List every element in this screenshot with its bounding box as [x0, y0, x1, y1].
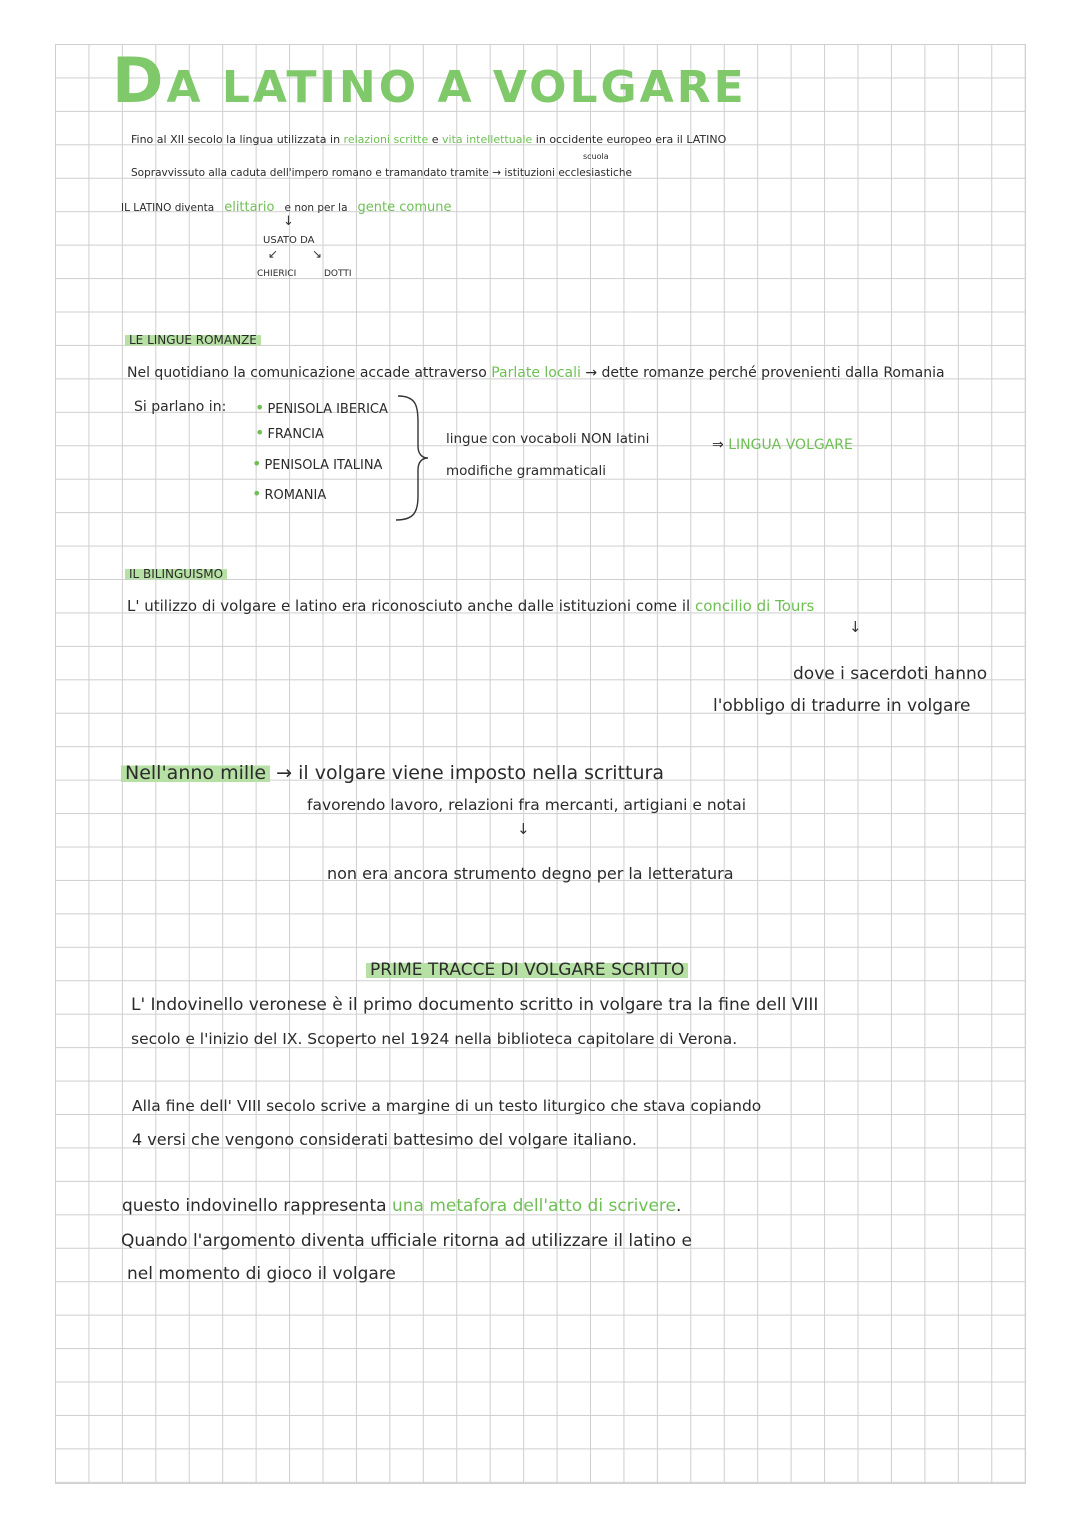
prime-tracce-text: questo indovinello rappresenta	[122, 1196, 387, 1216]
bullet-icon: •	[252, 484, 262, 503]
prime-tracce-p2-l2: 4 versi che vengono considerati battesimo del volgare italiano.	[132, 1130, 637, 1149]
intro-line-3	[121, 201, 452, 214]
place-label: PENISOLA ITALINA	[264, 458, 383, 473]
section-heading-prime-tracce	[366, 962, 688, 979]
prime-tracce-p1-l2: secolo e l'inizio del IX. Scoperto nel 1924 nella biblioteca capitolare di Verona.	[131, 1030, 738, 1048]
romanze-text: dette romanze perché provenienti dalla Romania	[601, 365, 945, 381]
metafora-label: una metafora dell'atto di scrivere	[391, 1196, 676, 1216]
prime-tracce-p3-l1: questo indovinello rappresenta una metafora dell'atto di scrivere.	[122, 1196, 682, 1216]
bilinguismo-line-1	[127, 599, 814, 614]
intro-line-1	[131, 134, 726, 145]
intro-text: Fino al XII secolo la lingua utilizzata in	[131, 133, 341, 146]
lingua-volgare-label: LINGUA VOLGARE	[728, 437, 853, 453]
anno-mille-line-3: non era ancora strumento degno per la letteratura	[327, 864, 734, 883]
arrow-icon: →	[276, 762, 293, 784]
parlate-locali-label: Parlate locali	[491, 365, 581, 381]
arrow-down-icon: ↓	[283, 214, 294, 229]
anno-mille-line	[121, 764, 664, 783]
prime-tracce-p1-l1: L' Indovinello veronese è il primo documento scritto in volgare tra la fine dell VIII	[131, 995, 819, 1015]
prime-tracce-p3-l3: nel momento di gioco il volgare	[127, 1264, 396, 1284]
si-parlano-label: Si parlano in:	[134, 399, 227, 415]
page-title	[112, 44, 747, 117]
arrow-down-right-icon: ↘	[312, 247, 323, 261]
intro-text: istituzioni ecclesiastiche	[504, 167, 632, 179]
romanze-desc-1: lingue con vocaboli NON latini	[446, 431, 650, 447]
intro-text: e non per la	[284, 202, 348, 214]
title-rest: A LATINO A VOLGARE	[166, 62, 747, 113]
intro-line-2	[131, 168, 632, 179]
title-initial: D	[112, 44, 167, 117]
bullet-icon: •	[255, 398, 265, 417]
lingua-volgare-result	[712, 438, 853, 452]
intro-highlight-vita: vita intellettuale	[442, 133, 533, 146]
romanze-line-1	[127, 366, 945, 380]
prime-tracce-p3-l2: Quando l'argomento diventa ufficiale ritorna ad utilizzare il latino e	[121, 1231, 692, 1251]
romanze-text: Nel quotidiano la comunicazione accade attraverso	[127, 365, 487, 381]
intro-highlight-relazioni: relazioni scritte	[343, 133, 429, 146]
section-heading-lingue-romanze	[125, 334, 261, 346]
place-label: ROMANIA	[264, 488, 327, 503]
bilinguismo-line-3: l'obbligo di tradurre in volgare	[713, 696, 971, 716]
elittario-label: elittario	[224, 200, 275, 215]
bilinguismo-text: L' utilizzo di volgare e latino era riconosciuto anche dalle istituzioni come il	[127, 597, 691, 615]
place-item	[252, 456, 382, 472]
bullet-icon: •	[252, 454, 262, 473]
usato-da-label: USATO DA	[263, 235, 315, 246]
bilinguismo-line-2: dove i sacerdoti hanno	[793, 664, 988, 684]
gente-comune-label: gente comune	[357, 200, 452, 215]
chierici-label: CHIERICI	[257, 269, 297, 279]
heading-text: IL BILINGUISMO	[125, 567, 227, 581]
anno-mille-line-2: favorendo lavoro, relazioni fra mercanti, artigiani e notai	[307, 796, 747, 814]
scuola-note: scuola	[583, 152, 609, 161]
arrow-icon: →	[585, 365, 598, 381]
intro-text: e	[431, 133, 439, 146]
curly-brace-icon	[392, 392, 432, 524]
intro-text: Sopravvissuto alla caduta dell'impero romano e tramandato tramite	[131, 167, 489, 179]
arrow-down-left-icon: ↙	[268, 247, 279, 261]
prime-tracce-p2-l1: Alla fine dell' VIII secolo scrive a margine di un testo liturgico che stava copiando	[132, 1097, 762, 1115]
anno-mille-text: il volgare viene imposto nella scrittura	[298, 762, 664, 784]
dotti-label: DOTTI	[324, 269, 352, 279]
heading-text: PRIME TRACCE DI VOLGARE SCRITTO	[366, 960, 688, 980]
bullet-icon: •	[255, 423, 265, 442]
double-arrow-icon: ⇒	[712, 437, 724, 453]
anno-mille-label: Nell'anno mille	[121, 762, 270, 784]
place-label: PENISOLA IBERICA	[267, 402, 388, 417]
section-heading-bilinguismo	[125, 568, 227, 580]
romanze-desc-2: modifiche grammaticali	[446, 463, 607, 479]
arrow-down-icon: ↓	[849, 618, 862, 636]
heading-text: LE LINGUE ROMANZE	[125, 333, 261, 347]
place-item	[255, 425, 324, 441]
intro-text: IL LATINO diventa	[121, 202, 215, 214]
arrow-down-icon: ↓	[517, 820, 530, 838]
place-label: FRANCIA	[267, 427, 324, 442]
place-item	[252, 486, 326, 502]
place-item	[255, 400, 388, 416]
intro-text: in occidente europeo era il LATINO	[535, 133, 727, 146]
concilio-tours-label: concilio di Tours	[695, 597, 815, 615]
arrow-icon: →	[492, 167, 502, 179]
